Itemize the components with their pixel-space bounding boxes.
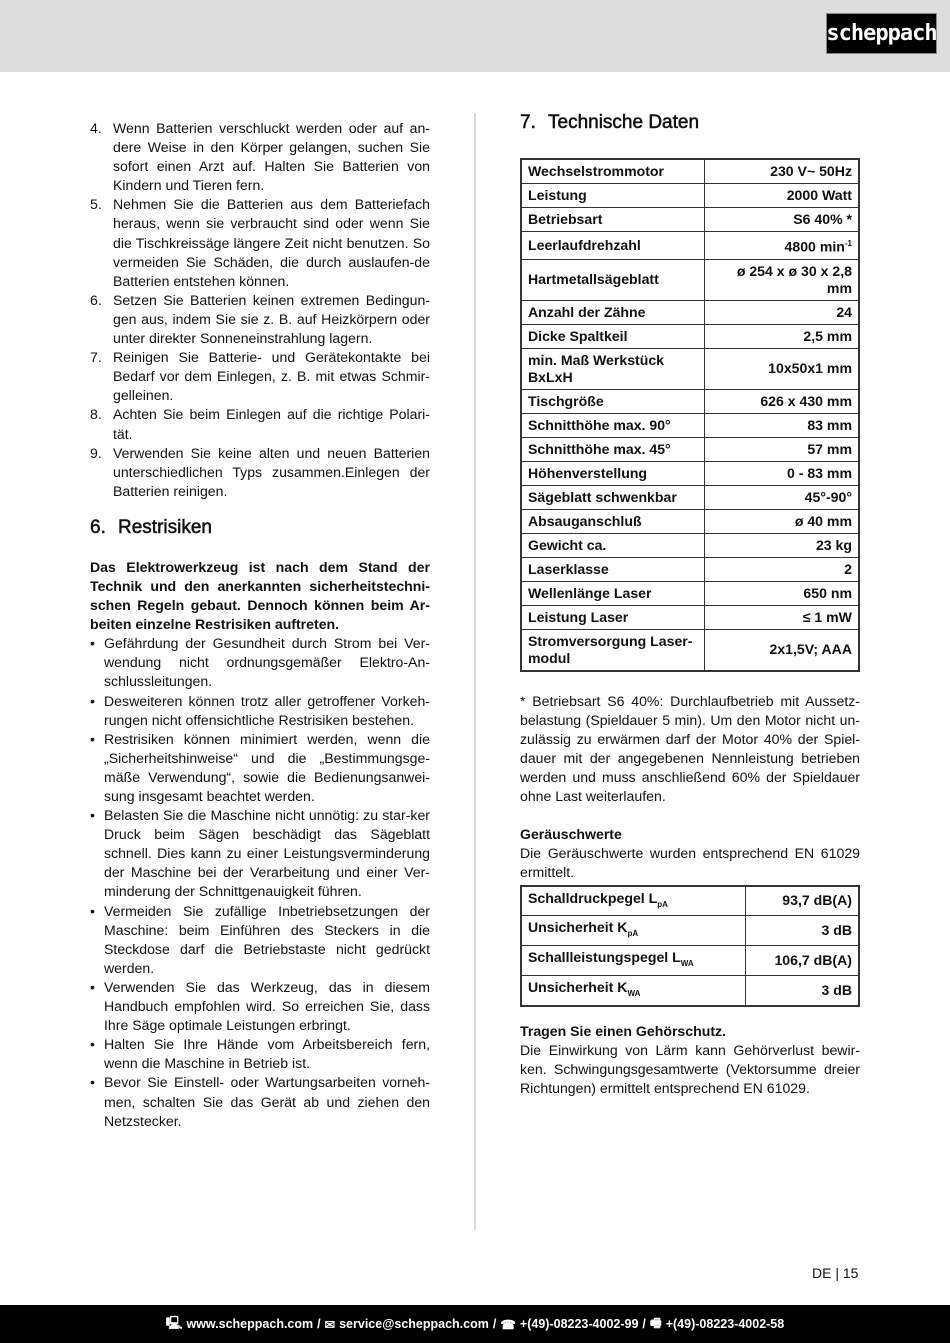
spec-row — [521, 208, 859, 232]
spec-value: 2 — [705, 557, 860, 581]
spec-label: Höhenverstellung — [521, 461, 705, 485]
noise-label: Schalldruckpegel $L_{pA}$ — [521, 886, 745, 916]
spec-label: Absauganschluß — [521, 509, 705, 533]
website-link[interactable]: www.scheppach.com — [186, 1317, 314, 1331]
noise-text: Die Geräuschwerte wurden entsprechend EN 61029 ermittelt. — [520, 845, 860, 881]
spec-row — [521, 159, 859, 184]
list-item: • Vermeiden Sie zufällige Inbetriebsetzungen der Maschine: beim Einführen des Steckers in die Steckdose darf die Betriebstaste nicht gedrückt werden. — [90, 902, 430, 976]
spec-value: 24 — [705, 300, 860, 324]
spec-value: 0 - 83 mm — [705, 461, 860, 485]
footer-contact-bar: 🖳 www.scheppach.com / ✉ service@scheppach.com / ☎ +(49)-08223-4002-99 / 🖷 +(49)-08223-4002-58 — [0, 1305, 950, 1343]
restrisiken-bullet-list — [90, 634, 430, 1130]
spec-label: Schnitthöhe max. 45° — [521, 437, 705, 461]
noise-row — [521, 916, 859, 946]
right-column — [520, 112, 860, 1098]
list-item: 5. Nehmen Sie die Batterien aus dem Batteriefach heraus, wenn sie verbraucht sind oder wenn Sie die Tischkreissäge längere Zeit nicht benutzen. So vermeiden Sie Schäden, die durch auslaufen-de Batterien entstehen können. — [90, 196, 430, 289]
spec-label: Wechselstrommotor — [521, 159, 705, 184]
phone-icon: ☎ — [500, 1317, 516, 1332]
hearing-title: Tragen Sie einen Gehörschutz. — [520, 1022, 726, 1039]
spec-label: Laserklasse — [521, 557, 705, 581]
spec-label: Gewicht ca. — [521, 533, 705, 557]
spec-label: Hartmetallsägeblatt — [521, 259, 705, 300]
spec-row — [521, 557, 859, 581]
spec-value: 57 mm — [705, 437, 860, 461]
header-bar — [0, 0, 950, 72]
phone-number: +(49)-08223-4002-99 — [519, 1317, 639, 1331]
spec-value: 4800 $\min^{-1}$ — [705, 232, 860, 260]
mail-icon: ✉ — [324, 1317, 336, 1332]
spec-value: S6 40% * — [705, 208, 860, 232]
hearing-text: Die Einwirkung von Lärm kann Gehörverlust bewir-ken. Schwingungsgesamtwerte (Vektorsumme dreier Richtungen) ermittelt entsprechend EN 61029. — [520, 1041, 860, 1097]
noise-table — [520, 885, 860, 1007]
spec-value: 650 nm — [705, 581, 860, 605]
spec-label: Dicke Spaltkeil — [521, 324, 705, 348]
spec-row — [521, 413, 859, 437]
list-item: • Belasten Sie die Maschine nicht unnötig: zu star-ker Druck beim Sägen beschädigt das Sägeblatt schnell. Dies kann zu einer Leistungsverminderung der Maschine bei der Verarbeitung und einer Ver-minderung der Schnittgenauigkeit führen. — [90, 807, 430, 900]
spec-row — [521, 184, 859, 208]
spec-row — [521, 461, 859, 485]
spec-value: 230 V~ 50Hz — [705, 159, 860, 184]
column-divider — [474, 113, 476, 1230]
noise-value: 3 dB — [745, 916, 859, 946]
spec-row — [521, 300, 859, 324]
list-item: • Desweiteren können trotz aller getroffener Vorkeh-rungen nicht offensichtliche Restrisiken bestehen. — [90, 692, 430, 728]
list-item: 6. Setzen Sie Batterien keinen extremen Bedingun-gen aus, indem Sie sie z. B. auf Heizkörpern oder unter direkter Sonneneinstrahlung lagern. — [90, 291, 430, 347]
list-item: 4. Wenn Batterien verschluckt werden oder auf an-dere Weise in den Körper gelangen, suchen Sie sofort einen Arzt auf. Halten Sie Batterien von Kindern und Tieren fern. — [90, 120, 430, 194]
spec-label: Anzahl der Zähne — [521, 300, 705, 324]
spec-value: 2000 Watt — [705, 184, 860, 208]
spec-value: 10x50x1 mm — [705, 348, 860, 389]
spec-row — [521, 629, 859, 671]
list-item: • Halten Sie Ihre Hände vom Arbeitsbereich fern, wenn die Maschine in Betrieb ist. — [90, 1036, 430, 1072]
spec-value: ø 40 mm — [705, 509, 860, 533]
spec-label: Leistung Laser — [521, 605, 705, 629]
spec-label: Wellenlänge Laser — [521, 581, 705, 605]
restrisiken-intro: Das Elektrowerkzeug ist nach dem Stand der Technik und den anerkannten sicherheitstechni-schen Regeln gebaut. Dennoch können beim Ar-beiten einzelne Restrisiken auftreten. — [90, 558, 430, 633]
spec-value: 45°-90° — [705, 485, 860, 509]
spec-row — [521, 389, 859, 413]
fax-icon: 🖷 — [649, 1315, 662, 1330]
spec-label: min. Maß Werkstück BxLxH — [521, 348, 705, 389]
noise-row — [521, 946, 859, 976]
brand-logo: scheppach — [826, 13, 937, 54]
spec-value: 83 mm — [705, 413, 860, 437]
noise-label: Unsicherheit $K_{WA}$ — [521, 975, 745, 1005]
noise-title: Geräuschwerte — [520, 826, 622, 843]
spec-label: Betriebsart — [521, 208, 705, 232]
spec-value: 23 kg — [705, 533, 860, 557]
spec-row — [521, 437, 859, 461]
left-column — [90, 119, 430, 1131]
spec-label: Leerlaufdrehzahl — [521, 232, 705, 260]
noise-row — [521, 975, 859, 1005]
spec-row — [521, 324, 859, 348]
spec-row — [521, 509, 859, 533]
noise-value: 93,7 dB(A) — [745, 886, 859, 916]
battery-instructions-list — [90, 119, 430, 501]
spec-row — [521, 348, 859, 389]
list-item: • Restrisiken können minimiert werden, wenn die „Sicherheitshinweise“ und die „Bestimmungsge-mäße Verwendung“, sowie die Bedienungsanwei-sung insgesamt beachtet werden. — [90, 730, 430, 804]
specs-table — [520, 158, 860, 672]
list-item: • Gefährdung der Gesundheit durch Strom bei Ver-wendung nicht ordnungsgemäßer Elektro-An-schlussleitungen. — [90, 635, 430, 690]
spec-value: ø 254 x ø 30 x 2,8 mm — [705, 259, 860, 300]
email-link[interactable]: service@scheppach.com — [339, 1317, 489, 1331]
section-heading-technische-daten: 7. Technische Daten — [520, 112, 700, 133]
spec-label: Schnitthöhe max. 90° — [521, 413, 705, 437]
section-heading-restrisiken: 6. Restrisiken — [90, 516, 212, 538]
spec-label: Sägeblatt schwenkbar — [521, 485, 705, 509]
spec-row — [521, 259, 859, 300]
spec-value: ≤ 1 mW — [705, 605, 860, 629]
noise-row — [521, 886, 859, 916]
list-item: 9. Verwenden Sie keine alten und neuen Batterien unterschiedlichen Typs zusammen.Einlegen der Batterien reinigen. — [90, 444, 430, 499]
page-number: DE | 15 — [812, 1265, 859, 1281]
spec-row — [521, 605, 859, 629]
spec-value: 626 x 430 mm — [705, 389, 860, 413]
footnote: * Betriebsart S6 40%: Durchlaufbetrieb mit Aussetz-belastung (Spieldauer 5 min). Um den Motor nicht un-zulässig zu erwärmen darf der Motor 40% der Spiel-dauer mit der angegebenen Nennleistung betrieben werden und muss anschließend 60% der Spieldauer ohne Last weiterlaufen. — [520, 692, 860, 805]
list-item: 8. Achten Sie beim Einlegen auf die richtige Polari-tät. — [90, 406, 430, 442]
spec-row — [521, 581, 859, 605]
spec-label: Tischgröße — [521, 389, 705, 413]
spec-value: 2x1,5V; AAA — [705, 629, 860, 671]
computer-icon: 🖳 — [165, 1315, 183, 1330]
noise-value: 3 dB — [745, 975, 859, 1005]
fax-number: +(49)-08223-4002-58 — [665, 1317, 785, 1331]
list-item: • Verwenden Sie das Werkzeug, das in diesem Handbuch empfohlen wird. So erreichen Sie, dass Ihre Säge optimale Leistungen erbringt. — [90, 978, 430, 1034]
spec-label: Stromversorgung Laser-modul — [521, 629, 705, 671]
spec-value: 2,5 mm — [705, 324, 860, 348]
list-item: 7. Reinigen Sie Batterie- und Gerätekontakte bei Bedarf vor dem Einlegen, z. B. mit etwas Schmir-gelleinen. — [90, 349, 430, 404]
spec-row — [521, 485, 859, 509]
noise-label: Unsicherheit $K_{pA}$ — [521, 916, 745, 946]
noise-value: 106,7 dB(A) — [745, 946, 859, 976]
spec-row — [521, 533, 859, 557]
noise-label: Schallleistungspegel $L_{WA}$ — [521, 946, 745, 976]
spec-row — [521, 232, 859, 260]
list-item: • Bevor Sie Einstell- oder Wartungsarbeiten vorneh-men, schalten Sie das Gerät ab und ziehen den Netzstecker. — [90, 1074, 430, 1129]
spec-label: Leistung — [521, 184, 705, 208]
